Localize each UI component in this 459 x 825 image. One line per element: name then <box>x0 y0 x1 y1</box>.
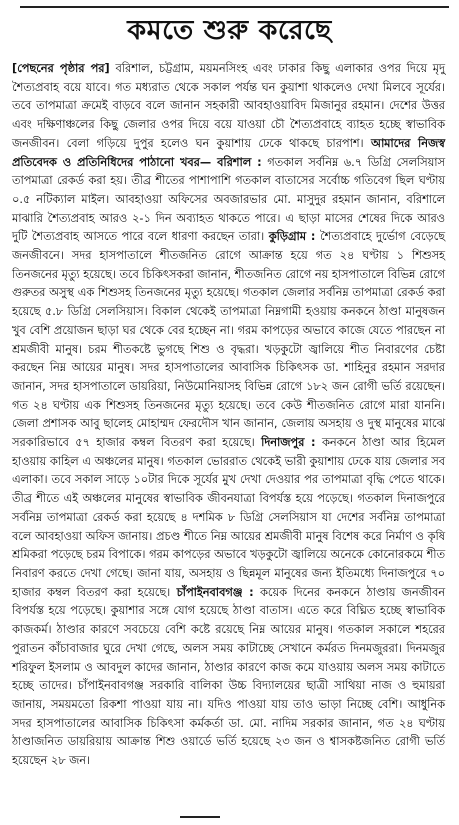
chapai-label: চাঁপাইনবাবগঞ্জ : <box>176 585 254 599</box>
article-body <box>12 60 445 771</box>
intro-text: বরিশাল, চট্টগ্রাম, ময়মনসিংহ এবং ঢাকার কিছু এলাকার ওপর দিয়ে মৃদু শৈত্যপ্রবাহ বয়ে যাবে। গত মধ্যরাত থেকে সকাল পর্যন্ত ঘন কুয়াশা থাকলেও দেখা মিলবে সূর্যের। তবে তাপমাত্রা ক্রমেই বাড়বে বলে জানান সহকারী আবহাওয়াবিদ মিজানুর রহমান। দেশের উত্তর এবং দক্ষিণাঞ্চলের কিছু জেলার ওপর দিয়ে বয়ে যাওয়া চৌ শৈত্যপ্রবাহে ব্যাহত হচ্ছে স্বাভাবিক জনজীবন। বেলা গড়িয়ে দুপুর হলেও ঘন কুয়াশায় ঢেকে থাকছে চারপাশ। <box>12 62 445 150</box>
dinajpur-text: কনকনে ঠাণ্ডা আর হিমেল হাওয়ায় কাহিল এ অঞ্চলের মানুষ। গতকাল ভোররাত থেকেই ভারী কুয়াশায় ঢেকে যায় জেলার সব এলাকা। তবে সকাল সাড়ে ১০টার দিকে সূর্যের মুখ দেখা দেওয়ার পর তাপমাত্রা বৃদ্ধি পেতে থাকে। তীব্র শীতে এই অঞ্চলের মানুষের স্বাভাবিক জীবনযাত্রা বিপর্যস্ত হয়ে পড়েছে। গতকাল দিনাজপুরে সর্বনিম্ন তাপমাত্রা রেকর্ড করা হয়েছে ৪ দশমিক ৮ ডিগ্রি সেলসিয়াস যা দেশের সর্বনিম্ন তাপমাত্রা বলে আবহাওয়া অফিস জানায়। প্রচণ্ড শীতে নিম্ন আয়ের শ্রমজীবী মানুষ বিশেষ করে নির্মাণ ও কৃষি শ্রমিকরা পড়েছে চরম বিপাকে। গরম কাপড়ের অভাবে খড়কুটো জ্বালিয়ে অনেকে কোনোরকমে শীত নিবারণ করতে দেখা গেছে। জানা যায়, অসহায় ও ছিন্নমূল মানুষের জন্য ইতিমধ্যে দিনাজপুরে ৭০ হাজার কম্বল বিতরণ করা হয়েছে। <box>12 436 445 599</box>
correspondents-label: আমাদের নিজস্ব প্রতিবেদক ও প্রতিনিধিদের পাঠানো খবর— বরিশাল : <box>12 136 445 169</box>
dinajpur-label: দিনাজপুর : <box>261 436 316 450</box>
bottom-rule <box>180 816 220 824</box>
headline: কমতে শুরু করেছে <box>127 15 332 46</box>
top-rule <box>20 6 449 8</box>
barishal-text: গতকাল সর্বনিম্ন ৬.৭ ডিগ্রি সেলসিয়াস তাপমাত্রা রেকর্ড করা হয়। তীব্র শীতের পাশাপাশি গতকাল বাতাসের সর্বোচ্চ গতিবেগ ছিল ঘণ্টায় ০.৫ নটিক্যাল মাইল। আবহাওয়া অফিসের অবজারভার মো. মাসুদুর রহমান জানান, বরিশালে মাঝারি শৈত্যপ্রবাহ আরও ২-১ দিন অব্যাহত থাকতে পারে। এ ছাড়া মাসের শেষের দিকে আরও দুটি শৈত্যপ্রবাহ আসতে পারে বলে ধারণা করছেন তারা। <box>12 155 445 244</box>
continued-label: [পেছনের পৃষ্ঠার পর] <box>12 62 110 75</box>
article-paragraph <box>12 60 445 771</box>
kurigram-text: শৈত্যপ্রবাহে দুর্ভোগ বেড়েছে জনজীবনে। সদর হাসপাতালে শীতজনিত রোগে আক্রান্ত হয়ে গত ২৪ ঘণ্টায় ১ শিশুসহ তিনজনের মৃত্যু হয়েছে। তবে চিকিৎসকরা জানান, শীতজনিত রোগে নয় হাসপাতালে বিভিন্ন রোগে গুরুতর অসুস্থ এক শিশুসহ তিনজনের মৃত্যু হয়েছে। গতকাল জেলার সর্বনিম্ন তাপমাত্রা রেকর্ড করা হয়েছে ৫.৮ ডিগ্রি সেলসিয়াস। বিকাল থেকেই তাপমাত্রা নিম্নগামী হওয়ায় কনকনে ঠাণ্ডা মানুষজন খুব বেশি প্রয়োজন ছাড়া ঘর থেকে বের হচ্ছেন না। গরম কাপড়ের অভাবে কাজে যেতে পারছেন না শ্রমজীবী মানুষ। চরম শীতকষ্টে ভুগছে শিশু ও বৃদ্ধরা। খড়কুটো জ্বালিয়ে শীত নিবারণের চেষ্টা করছেন নিম্ন আয়ের মানুষ। সদর হাসপাতালের আবাসিক চিকিৎসক ডা. শাহিনুর রহমান সরদার জানান, সদর হাসপাতালে ডায়রিয়া, নিউমোনিয়াসহ বিভিন্ন রোগে ১৮২ জন রোগী ভর্তি রয়েছেন। গত ২৪ ঘণ্টায় এক শিশুসহ তিনজনের মৃত্যু হয়েছে। তবে কেউ শীতজনিত রোগে মারা যাননি। জেলা প্রশাসক আবু ছালেহ মোহাম্মদ ফেরদৌস খান জানান, জেলায় অসহায় ও দুস্থ মানুষের মাঝে সরকারিভাবে ৫৭ হাজার কম্বল বিতরণ করা হয়েছে। <box>12 230 446 450</box>
kurigram-label: কুড়িগ্রাম : <box>268 230 316 244</box>
chapai-text: কয়েক দিনের কনকনে ঠাণ্ডায় জনজীবন বিপর্যস্ত হয়ে পড়েছে। কুয়াশার সঙ্গে যোগ হয়েছে ঠাণ্ডা বাতাস। এতে করে বিঘ্নিত হচ্ছে স্বাভাবিক কাজকর্ম। ঠাণ্ডার কারণে সবচেয়ে বেশি কষ্টে রয়েছে নিম্ন আয়ের মানুষ। গতকাল সকালে শহরের পুরাতন কাঁচাবাজার ঘুরে দেখা গেছে, অলস সময় কাটাচ্ছে সেখানে কর্মরত দিনমজুররা। দিনমজুর শরিফুল ইসলাম ও আবদুল কাদের জানান, ঠাণ্ডার কারণে কাজ কমে যাওয়ায় অলস সময় কাটাতে হচ্ছে তাদের। চাঁপাইনবাবগঞ্জ সরকারি বালিকা উচ্চ বিদ্যালয়ের ছাত্রী সাথিয়া নাজ ও হুমায়রা জানায়, সময়মতো রিকশা পাওয়া যায় না। যদিও পাওয়া যায় তাও ভাড়া নিচ্ছে বেশি। আধুনিক সদর হাসপাতালের আবাসিক চিকিৎসা কর্মকর্তা ডা. মো. নাদিম সরকার জানান, গত ২৪ ঘণ্টায় ঠাণ্ডাজনিত ডায়রিয়ায় আক্রান্ত শিশু ওয়ার্ডে ভর্তি হয়েছে ২৩ জন ও শ্বাসকষ্টজনিত রোগী ভর্তি হয়েছেন ২৮ জন। <box>12 585 445 768</box>
